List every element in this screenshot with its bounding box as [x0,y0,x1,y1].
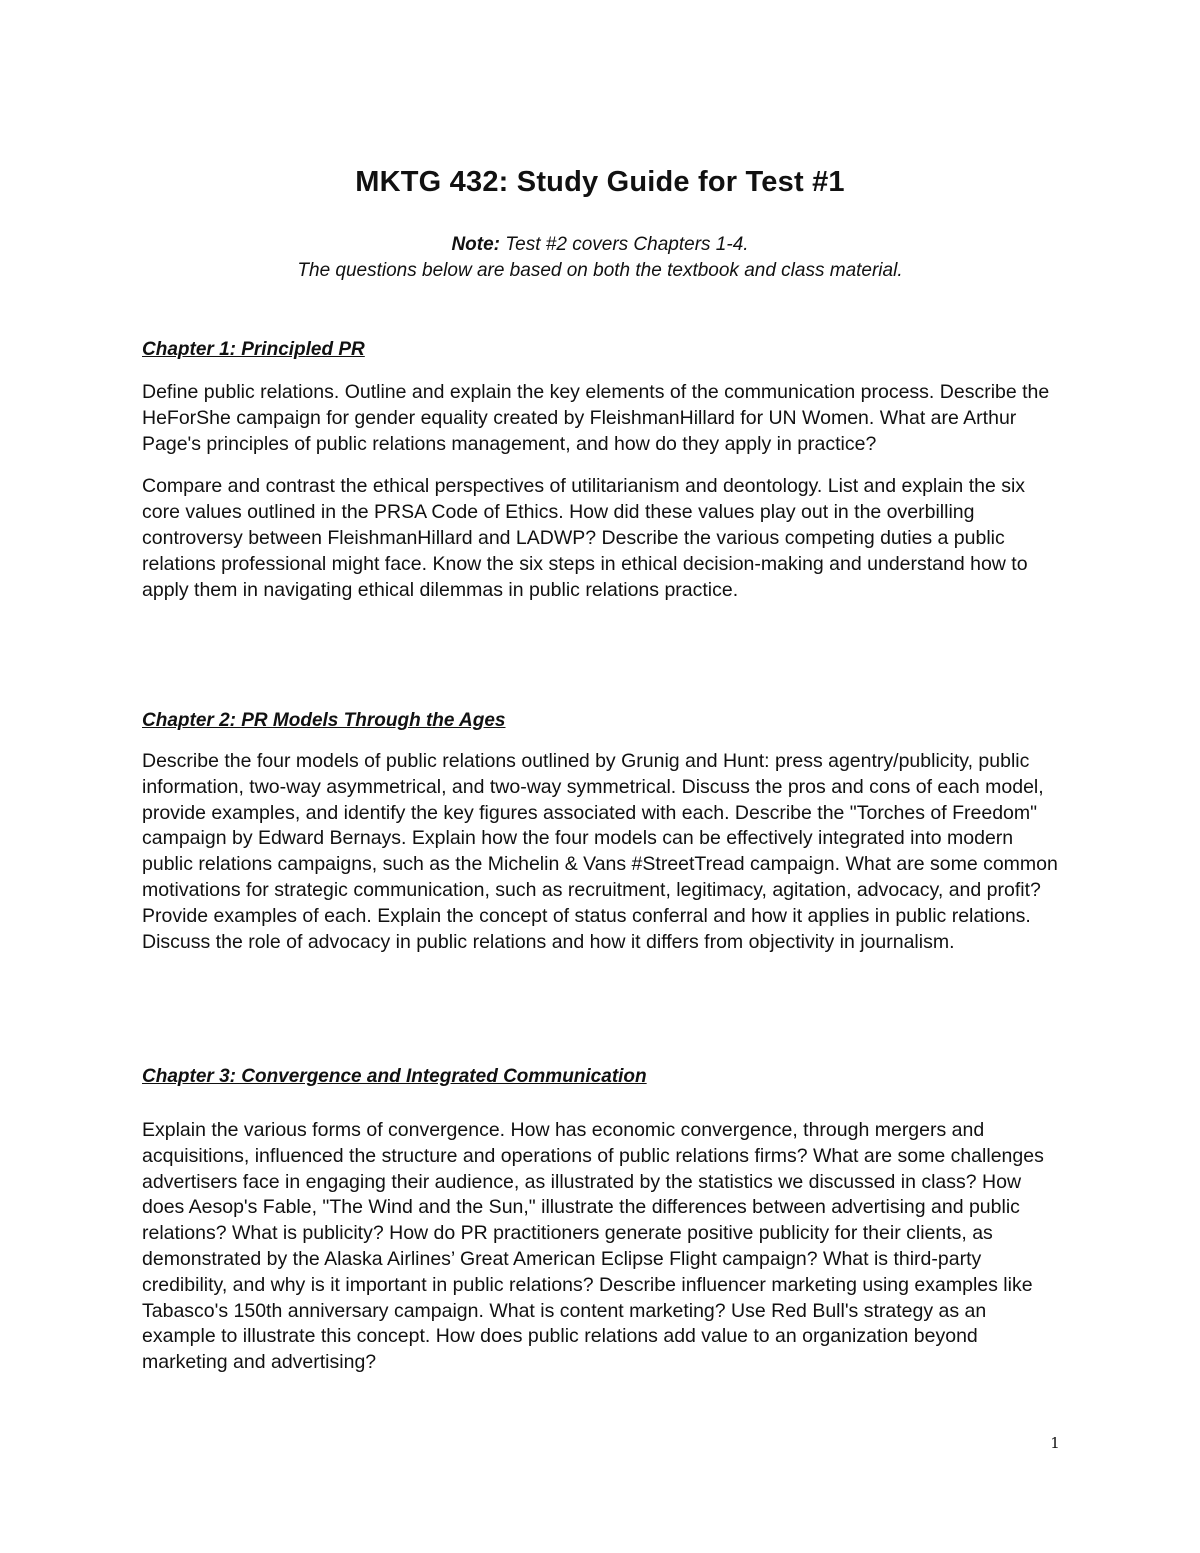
chapter-1-heading: Chapter 1: Principled PR [142,339,365,360]
chapter-2-section [142,708,1062,955]
note-line-2: The questions below are based on both the textbook and class material. [297,260,903,281]
chapter-1-section [142,337,1062,603]
document-title: MKTG 432: Study Guide for Test #1 [355,166,845,198]
chapter-1-paragraph-2: Compare and contrast the ethical perspectives of utilitarianism and deontology. List and explain the six core values outlined in the PRSA Code of Ethics. How did these values play out in the overbilling controversy between FleishmanHillard and LADWP? Describe the various competing duties a public relations professional might face. Know the six steps in ethical decision-making and understand how to apply them in navigating ethical dilemmas in public relations practice. [142,475,1028,601]
test-note [0,232,1200,284]
note-line-1 [0,232,1200,258]
chapter-3-paragraph-1: Explain the various forms of convergence. How has economic convergence, through mergers and acquisitions, influenced the structure and operations of public relations firms? What are some challenges advertisers face in engaging their audience, as illustrated by the statistics we discussed in class? How does Aesop's Fable, "The Wind and the Sun," illustrate the differences between advertising and public relations? What is publicity? How do PR practitioners generate positive publicity for their clients, as demonstrated by the Alaska Airlines’ Great American Eclipse Flight campaign? What is third-party credibility, and why is it important in public relations? Describe influencer marketing using examples like Tabasco's 150th anniversary campaign. What is content marketing? Use Red Bull's strategy as an example to illustrate this concept. How does public relations add value to an organization beyond marketing and advertising? [142,1119,1044,1374]
note-label: Note: [451,234,501,255]
chapter-1-paragraph-1: Define public relations. Outline and explain the key elements of the communication process. Describe the HeForShe campaign for gender equality created by FleishmanHillard for UN Women. What are Arthur Page's principles of public relations management, and how do they apply in practice? [142,381,1050,455]
page-number: 1 [1050,1434,1060,1452]
chapter-3-section [142,1064,1062,1376]
note-text: Test #2 covers Chapters 1-4. [500,234,749,255]
chapter-3-heading: Chapter 3: Convergence and Integrated Communication [142,1066,647,1087]
chapter-2-heading: Chapter 2: PR Models Through the Ages [142,710,506,731]
chapter-2-paragraph-1: Describe the four models of public relations outlined by Grunig and Hunt: press agentry/publicity, public information, two-way asymmetrical, and two-way symmetrical. Discuss the pros and cons of each model, provide examples, and identify the key figures associated with each. Describe the "Torches of Freedom" campaign by Edward Bernays. Explain how the four models can be effectively integrated into modern public relations campaigns, such as the Michelin & Vans #StreetTread campaign. What are some common motivations for strategic communication, such as recruitment, legitimacy, agitation, advocacy, and profit? Provide examples of each. Explain the concept of status conferral and how it applies in public relations. Discuss the role of advocacy in public relations and how it differs from objectivity in journalism. [142,750,1058,953]
